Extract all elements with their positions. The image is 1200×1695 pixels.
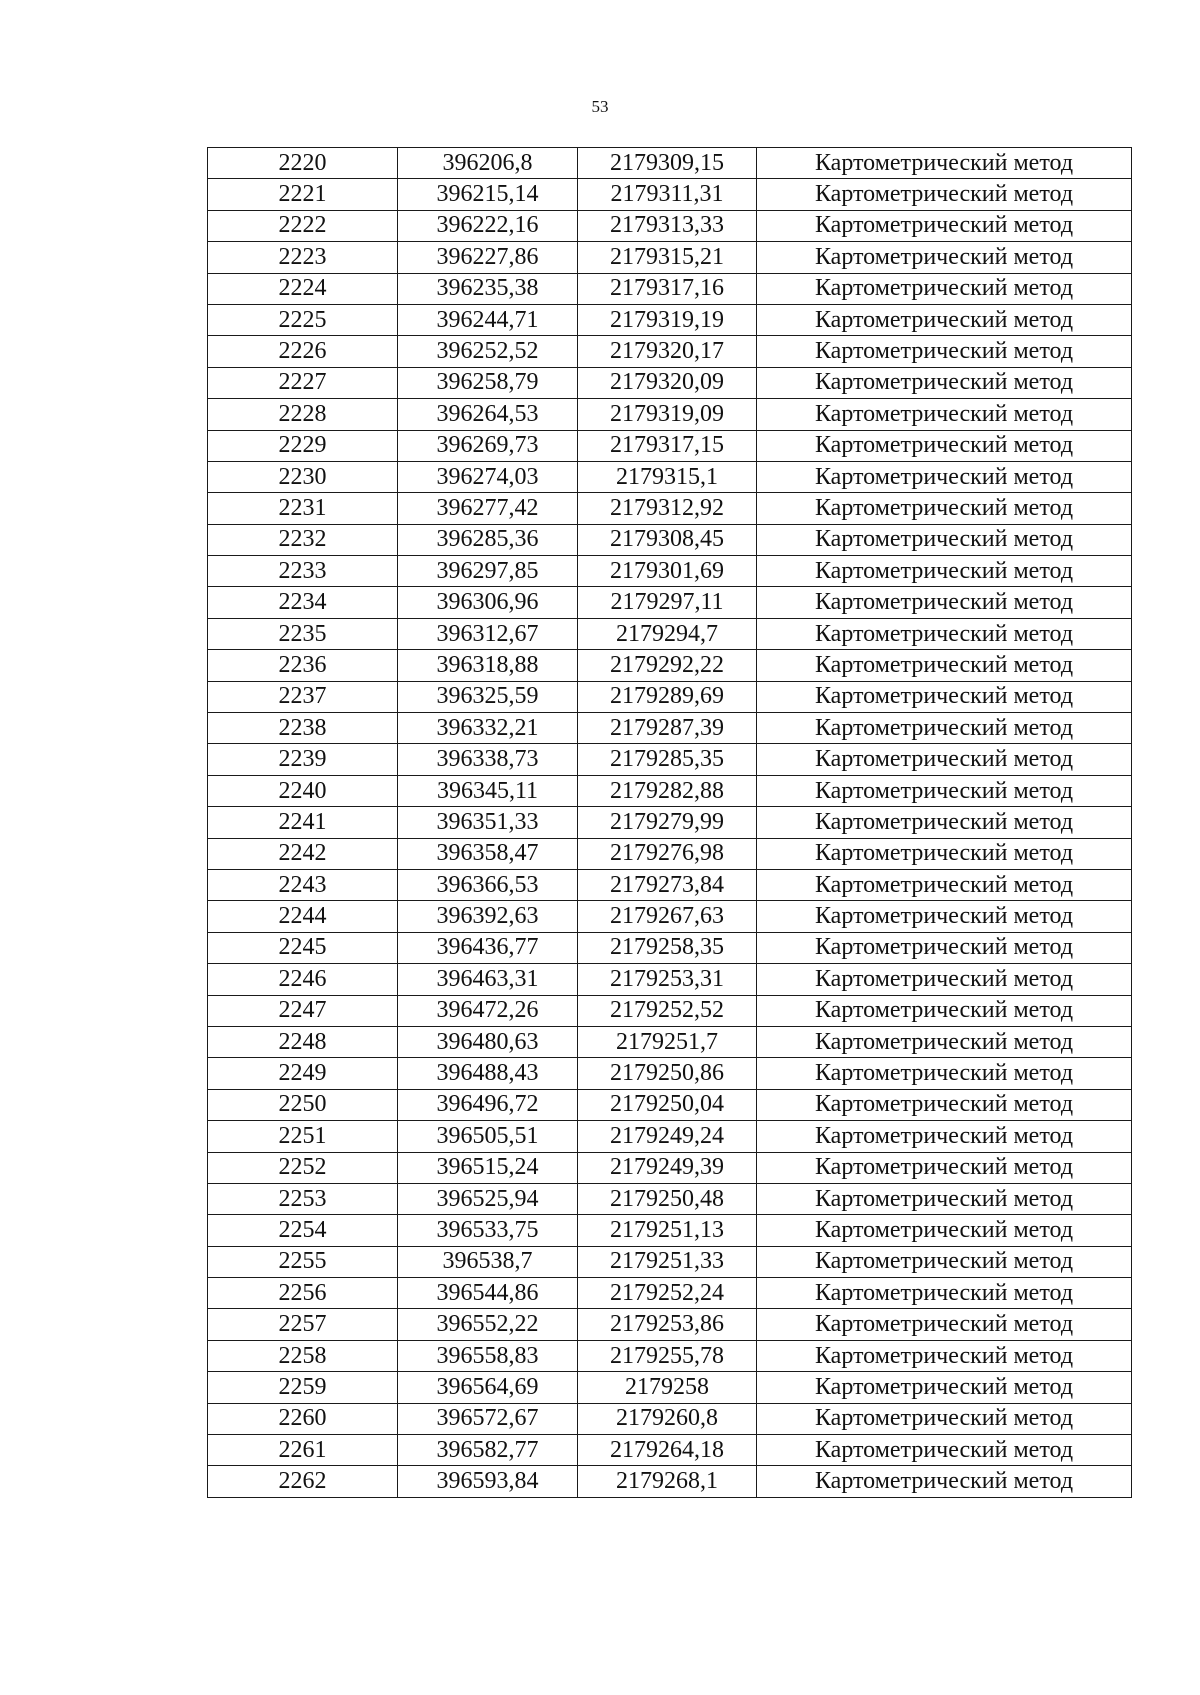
point-number-cell: 2228: [208, 399, 398, 430]
y-coordinate-cell: 2179258,35: [578, 932, 757, 963]
table-row: [208, 775, 1132, 806]
method-cell: Картометрический метод: [757, 1246, 1132, 1277]
point-number-cell: 2242: [208, 838, 398, 869]
y-coordinate-cell: 2179289,69: [578, 681, 757, 712]
point-number-cell: 2247: [208, 995, 398, 1026]
table-row: [208, 148, 1132, 179]
y-coordinate-cell: 2179320,09: [578, 367, 757, 398]
method-cell: Картометрический метод: [757, 1466, 1132, 1497]
table-row: [208, 399, 1132, 430]
point-number-cell: 2241: [208, 807, 398, 838]
y-coordinate-cell: 2179319,09: [578, 399, 757, 430]
point-number-cell: 2257: [208, 1309, 398, 1340]
x-coordinate-cell: 396227,86: [398, 242, 578, 273]
table-row: [208, 1058, 1132, 1089]
y-coordinate-cell: 2179267,63: [578, 901, 757, 932]
y-coordinate-cell: 2179319,19: [578, 304, 757, 335]
y-coordinate-cell: 2179252,24: [578, 1278, 757, 1309]
table-row: [208, 1372, 1132, 1403]
method-cell: Картометрический метод: [757, 524, 1132, 555]
table-row: [208, 744, 1132, 775]
table-row: [208, 1026, 1132, 1057]
y-coordinate-cell: 2179311,31: [578, 179, 757, 210]
coordinates-table: [207, 147, 1132, 1498]
table-row: [208, 901, 1132, 932]
x-coordinate-cell: 396525,94: [398, 1183, 578, 1214]
y-coordinate-cell: 2179313,33: [578, 210, 757, 241]
point-number-cell: 2259: [208, 1372, 398, 1403]
y-coordinate-cell: 2179287,39: [578, 713, 757, 744]
method-cell: Картометрический метод: [757, 650, 1132, 681]
point-number-cell: 2254: [208, 1215, 398, 1246]
table-row: [208, 838, 1132, 869]
x-coordinate-cell: 396582,77: [398, 1435, 578, 1466]
y-coordinate-cell: 2179317,16: [578, 273, 757, 304]
table-row: [208, 618, 1132, 649]
y-coordinate-cell: 2179292,22: [578, 650, 757, 681]
x-coordinate-cell: 396496,72: [398, 1089, 578, 1120]
point-number-cell: 2223: [208, 242, 398, 273]
method-cell: Картометрический метод: [757, 273, 1132, 304]
method-cell: Картометрический метод: [757, 713, 1132, 744]
table-row: [208, 681, 1132, 712]
table-row: [208, 430, 1132, 461]
point-number-cell: 2239: [208, 744, 398, 775]
x-coordinate-cell: 396392,63: [398, 901, 578, 932]
method-cell: Картометрический метод: [757, 1121, 1132, 1152]
y-coordinate-cell: 2179297,11: [578, 587, 757, 618]
table-row: [208, 210, 1132, 241]
point-number-cell: 2243: [208, 869, 398, 900]
table-row: [208, 932, 1132, 963]
method-cell: Картометрический метод: [757, 1026, 1132, 1057]
table-row: [208, 964, 1132, 995]
y-coordinate-cell: 2179315,21: [578, 242, 757, 273]
x-coordinate-cell: 396277,42: [398, 493, 578, 524]
point-number-cell: 2249: [208, 1058, 398, 1089]
x-coordinate-cell: 396366,53: [398, 869, 578, 900]
x-coordinate-cell: 396264,53: [398, 399, 578, 430]
method-cell: Картометрический метод: [757, 556, 1132, 587]
table-row: [208, 242, 1132, 273]
x-coordinate-cell: 396488,43: [398, 1058, 578, 1089]
method-cell: Картометрический метод: [757, 430, 1132, 461]
method-cell: Картометрический метод: [757, 179, 1132, 210]
point-number-cell: 2258: [208, 1340, 398, 1371]
table-row: [208, 273, 1132, 304]
method-cell: Картометрический метод: [757, 618, 1132, 649]
method-cell: Картометрический метод: [757, 1372, 1132, 1403]
method-cell: Картометрический метод: [757, 336, 1132, 367]
x-coordinate-cell: 396244,71: [398, 304, 578, 335]
page-number: 53: [591, 97, 609, 116]
x-coordinate-cell: 396274,03: [398, 461, 578, 492]
table-row: [208, 1246, 1132, 1277]
y-coordinate-cell: 2179294,7: [578, 618, 757, 649]
method-cell: Картометрический метод: [757, 775, 1132, 806]
method-cell: Картометрический метод: [757, 1403, 1132, 1434]
x-coordinate-cell: 396258,79: [398, 367, 578, 398]
point-number-cell: 2220: [208, 148, 398, 179]
y-coordinate-cell: 2179258: [578, 1372, 757, 1403]
point-number-cell: 2232: [208, 524, 398, 555]
x-coordinate-cell: 396338,73: [398, 744, 578, 775]
y-coordinate-cell: 2179276,98: [578, 838, 757, 869]
x-coordinate-cell: 396472,26: [398, 995, 578, 1026]
x-coordinate-cell: 396215,14: [398, 179, 578, 210]
method-cell: Картометрический метод: [757, 932, 1132, 963]
y-coordinate-cell: 2179251,13: [578, 1215, 757, 1246]
method-cell: Картометрический метод: [757, 210, 1132, 241]
table-row: [208, 1278, 1132, 1309]
point-number-cell: 2234: [208, 587, 398, 618]
x-coordinate-cell: 396552,22: [398, 1309, 578, 1340]
table-row: [208, 179, 1132, 210]
method-cell: Картометрический метод: [757, 744, 1132, 775]
table-row: [208, 556, 1132, 587]
point-number-cell: 2252: [208, 1152, 398, 1183]
x-coordinate-cell: 396572,67: [398, 1403, 578, 1434]
method-cell: Картометрический метод: [757, 1152, 1132, 1183]
table-row: [208, 995, 1132, 1026]
table-row: [208, 524, 1132, 555]
x-coordinate-cell: 396312,67: [398, 618, 578, 649]
table-row: [208, 493, 1132, 524]
y-coordinate-cell: 2179301,69: [578, 556, 757, 587]
table-row: [208, 650, 1132, 681]
method-cell: Картометрический метод: [757, 1089, 1132, 1120]
x-coordinate-cell: 396318,88: [398, 650, 578, 681]
x-coordinate-cell: 396206,8: [398, 148, 578, 179]
y-coordinate-cell: 2179273,84: [578, 869, 757, 900]
method-cell: Картометрический метод: [757, 901, 1132, 932]
point-number-cell: 2245: [208, 932, 398, 963]
method-cell: Картометрический метод: [757, 461, 1132, 492]
x-coordinate-cell: 396358,47: [398, 838, 578, 869]
y-coordinate-cell: 2179309,15: [578, 148, 757, 179]
point-number-cell: 2255: [208, 1246, 398, 1277]
x-coordinate-cell: 396285,36: [398, 524, 578, 555]
x-coordinate-cell: 396297,85: [398, 556, 578, 587]
y-coordinate-cell: 2179252,52: [578, 995, 757, 1026]
point-number-cell: 2256: [208, 1278, 398, 1309]
point-number-cell: 2260: [208, 1403, 398, 1434]
x-coordinate-cell: 396436,77: [398, 932, 578, 963]
point-number-cell: 2225: [208, 304, 398, 335]
x-coordinate-cell: 396544,86: [398, 1278, 578, 1309]
table-row: [208, 1340, 1132, 1371]
y-coordinate-cell: 2179312,92: [578, 493, 757, 524]
method-cell: Картометрический метод: [757, 1058, 1132, 1089]
x-coordinate-cell: 396325,59: [398, 681, 578, 712]
x-coordinate-cell: 396463,31: [398, 964, 578, 995]
y-coordinate-cell: 2179250,86: [578, 1058, 757, 1089]
table-row: [208, 367, 1132, 398]
x-coordinate-cell: 396332,21: [398, 713, 578, 744]
table-row: [208, 1121, 1132, 1152]
method-cell: Картометрический метод: [757, 964, 1132, 995]
x-coordinate-cell: 396515,24: [398, 1152, 578, 1183]
y-coordinate-cell: 2179250,04: [578, 1089, 757, 1120]
table-row: [208, 1152, 1132, 1183]
x-coordinate-cell: 396235,38: [398, 273, 578, 304]
y-coordinate-cell: 2179308,45: [578, 524, 757, 555]
point-number-cell: 2229: [208, 430, 398, 461]
method-cell: Картометрический метод: [757, 1278, 1132, 1309]
method-cell: Картометрический метод: [757, 807, 1132, 838]
x-coordinate-cell: 396558,83: [398, 1340, 578, 1371]
point-number-cell: 2222: [208, 210, 398, 241]
point-number-cell: 2244: [208, 901, 398, 932]
point-number-cell: 2246: [208, 964, 398, 995]
point-number-cell: 2250: [208, 1089, 398, 1120]
method-cell: Картометрический метод: [757, 242, 1132, 273]
table-row: [208, 807, 1132, 838]
table-row: [208, 304, 1132, 335]
point-number-cell: 2235: [208, 618, 398, 649]
method-cell: Картометрический метод: [757, 1340, 1132, 1371]
x-coordinate-cell: 396269,73: [398, 430, 578, 461]
point-number-cell: 2240: [208, 775, 398, 806]
x-coordinate-cell: 396306,96: [398, 587, 578, 618]
point-number-cell: 2224: [208, 273, 398, 304]
coordinates-table-body: [208, 148, 1132, 1498]
point-number-cell: 2221: [208, 179, 398, 210]
point-number-cell: 2233: [208, 556, 398, 587]
table-row: [208, 1435, 1132, 1466]
method-cell: Картометрический метод: [757, 1183, 1132, 1214]
method-cell: Картометрический метод: [757, 995, 1132, 1026]
table-row: [208, 336, 1132, 367]
y-coordinate-cell: 2179253,31: [578, 964, 757, 995]
point-number-cell: 2230: [208, 461, 398, 492]
point-number-cell: 2226: [208, 336, 398, 367]
table-row: [208, 1403, 1132, 1434]
point-number-cell: 2237: [208, 681, 398, 712]
x-coordinate-cell: 396345,11: [398, 775, 578, 806]
y-coordinate-cell: 2179282,88: [578, 775, 757, 806]
table-row: [208, 1183, 1132, 1214]
point-number-cell: 2248: [208, 1026, 398, 1057]
method-cell: Картометрический метод: [757, 367, 1132, 398]
point-number-cell: 2262: [208, 1466, 398, 1497]
method-cell: Картометрический метод: [757, 587, 1132, 618]
x-coordinate-cell: 396222,16: [398, 210, 578, 241]
point-number-cell: 2236: [208, 650, 398, 681]
method-cell: Картометрический метод: [757, 1435, 1132, 1466]
point-number-cell: 2251: [208, 1121, 398, 1152]
y-coordinate-cell: 2179249,24: [578, 1121, 757, 1152]
table-row: [208, 587, 1132, 618]
x-coordinate-cell: 396533,75: [398, 1215, 578, 1246]
y-coordinate-cell: 2179251,33: [578, 1246, 757, 1277]
method-cell: Картометрический метод: [757, 681, 1132, 712]
table-row: [208, 1089, 1132, 1120]
point-number-cell: 2231: [208, 493, 398, 524]
y-coordinate-cell: 2179251,7: [578, 1026, 757, 1057]
x-coordinate-cell: 396480,63: [398, 1026, 578, 1057]
y-coordinate-cell: 2179264,18: [578, 1435, 757, 1466]
y-coordinate-cell: 2179260,8: [578, 1403, 757, 1434]
y-coordinate-cell: 2179249,39: [578, 1152, 757, 1183]
point-number-cell: 2227: [208, 367, 398, 398]
point-number-cell: 2238: [208, 713, 398, 744]
method-cell: Картометрический метод: [757, 493, 1132, 524]
method-cell: Картометрический метод: [757, 148, 1132, 179]
table-row: [208, 1466, 1132, 1497]
point-number-cell: 2261: [208, 1435, 398, 1466]
method-cell: Картометрический метод: [757, 1309, 1132, 1340]
table-row: [208, 461, 1132, 492]
y-coordinate-cell: 2179268,1: [578, 1466, 757, 1497]
y-coordinate-cell: 2179253,86: [578, 1309, 757, 1340]
y-coordinate-cell: 2179315,1: [578, 461, 757, 492]
method-cell: Картометрический метод: [757, 1215, 1132, 1246]
y-coordinate-cell: 2179279,99: [578, 807, 757, 838]
method-cell: Картометрический метод: [757, 304, 1132, 335]
x-coordinate-cell: 396351,33: [398, 807, 578, 838]
table-row: [208, 713, 1132, 744]
y-coordinate-cell: 2179250,48: [578, 1183, 757, 1214]
y-coordinate-cell: 2179317,15: [578, 430, 757, 461]
x-coordinate-cell: 396538,7: [398, 1246, 578, 1277]
table-row: [208, 869, 1132, 900]
table-row: [208, 1215, 1132, 1246]
method-cell: Картометрический метод: [757, 838, 1132, 869]
x-coordinate-cell: 396564,69: [398, 1372, 578, 1403]
y-coordinate-cell: 2179285,35: [578, 744, 757, 775]
x-coordinate-cell: 396252,52: [398, 336, 578, 367]
method-cell: Картометрический метод: [757, 399, 1132, 430]
x-coordinate-cell: 396593,84: [398, 1466, 578, 1497]
y-coordinate-cell: 2179320,17: [578, 336, 757, 367]
x-coordinate-cell: 396505,51: [398, 1121, 578, 1152]
table-row: [208, 1309, 1132, 1340]
y-coordinate-cell: 2179255,78: [578, 1340, 757, 1371]
point-number-cell: 2253: [208, 1183, 398, 1214]
method-cell: Картометрический метод: [757, 869, 1132, 900]
